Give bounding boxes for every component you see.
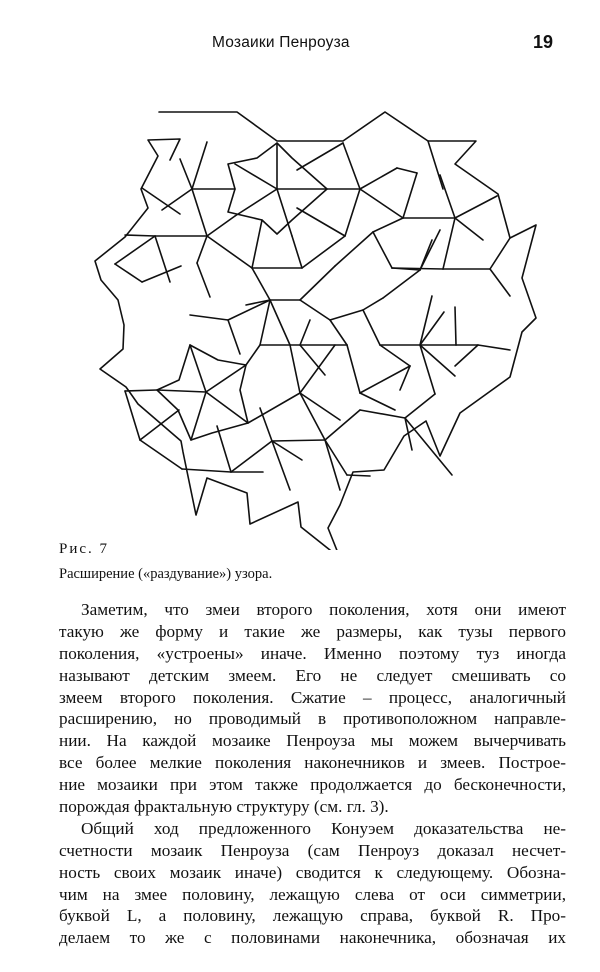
- text-line: делаем то же с половинами наконечника, обозначая их: [59, 928, 566, 948]
- running-title: Мозаики Пенроуза: [212, 34, 350, 51]
- penrose-tiling-diagram: [90, 90, 560, 550]
- text-line: нии. На каждой мозаике Пенроуза мы можем вычерчивать: [59, 731, 566, 751]
- page-number: 19: [533, 32, 554, 52]
- text-line: называют детским змеем. Его не следует смешивать со: [59, 665, 566, 685]
- text-line: Заметим, что змеи второго поколения, хотя они имеют: [81, 600, 566, 619]
- text-line: все более мелкие поколения наконечников и змеев. Построе-: [59, 753, 566, 773]
- text-line: ность своих мозаик иначе) сводится к следующему. Обозна-: [59, 862, 566, 882]
- paragraph-2: [59, 818, 566, 949]
- text-line: буквой L, а половину, лежащую справа, буквой R. Про-: [59, 906, 566, 926]
- text-line: порождая фрактальную структуру (см. гл. 3).: [59, 797, 389, 817]
- text-line: ние мозаики при этом также продолжается до бесконечности,: [59, 775, 566, 795]
- text-line: чим на змее половину, лежащую слева от оси симметрии,: [59, 884, 566, 904]
- figure-label: Рис. 7: [59, 541, 110, 557]
- penrose-tiling-figure: [90, 90, 560, 550]
- body-text: [59, 599, 566, 949]
- text-line: Общий ход предложенного Конуэем доказательства не-: [81, 818, 566, 838]
- text-line: змеем второго поколения. Сжатие – процесс, аналогичный: [59, 687, 566, 707]
- text-line: расширению, но проводимый в противоположном направле-: [59, 709, 566, 729]
- text-line: счетности мозаик Пенроуза (сам Пенроуз доказал несчет-: [59, 840, 566, 860]
- text-line: поколения, «устроены» иначе. Именно поэтому туз иногда: [59, 643, 566, 663]
- figure-caption: Расширение («раздувание») узора.: [59, 566, 273, 582]
- text-line: такую же форму и такие же размеры, как тузы первого: [59, 621, 566, 641]
- paragraph-1: [59, 599, 566, 818]
